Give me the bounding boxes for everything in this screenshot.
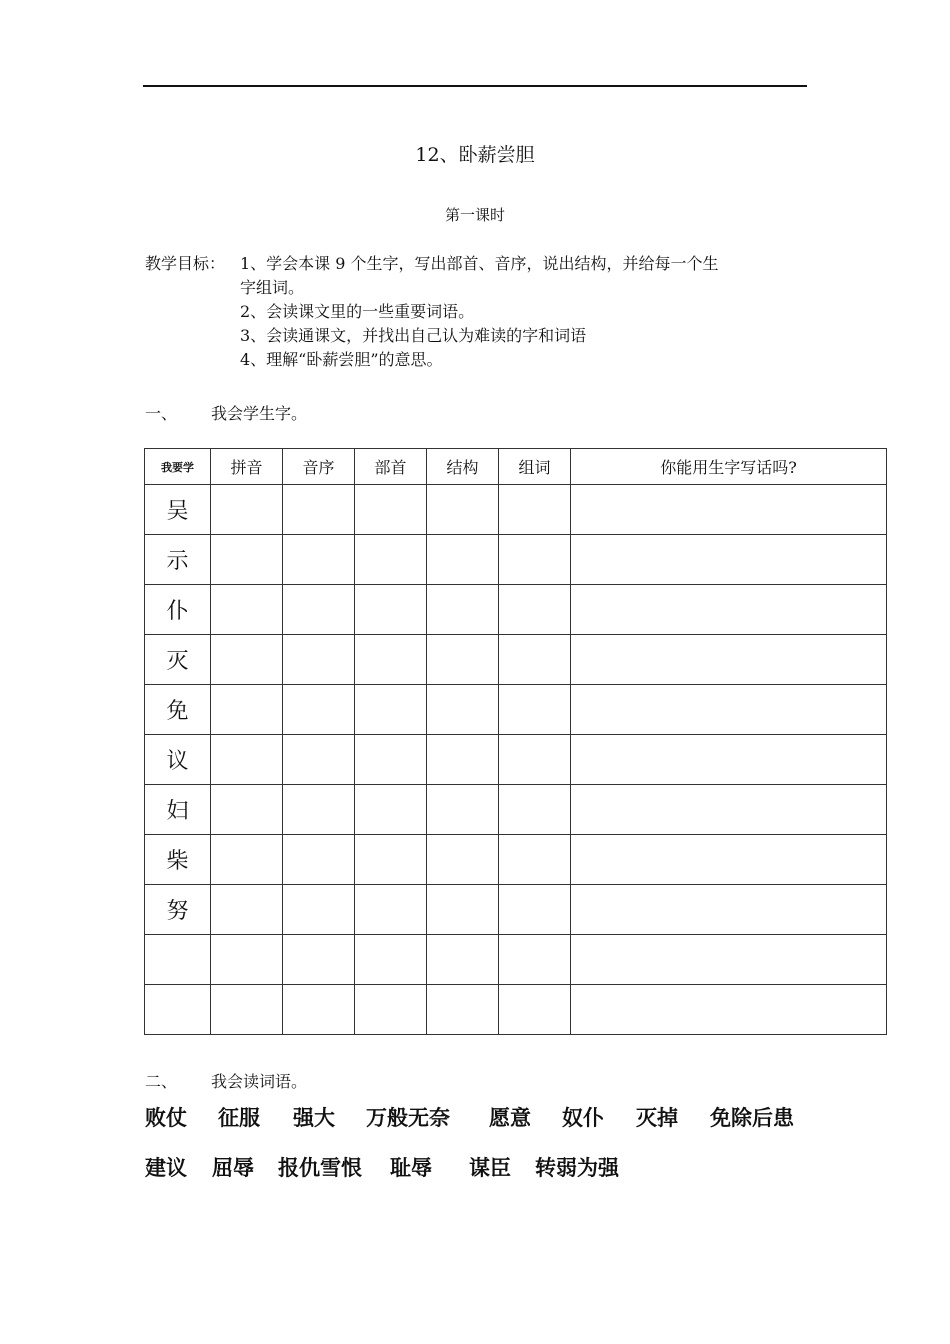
character-cell: 免 bbox=[145, 685, 211, 735]
answer-cell[interactable] bbox=[499, 635, 571, 685]
answer-cell[interactable] bbox=[571, 835, 887, 885]
answer-cell[interactable] bbox=[211, 585, 283, 635]
character-cell[interactable] bbox=[145, 985, 211, 1035]
answer-cell[interactable] bbox=[283, 635, 355, 685]
answer-cell[interactable] bbox=[283, 835, 355, 885]
answer-cell[interactable] bbox=[211, 485, 283, 535]
answer-cell[interactable] bbox=[427, 885, 499, 935]
character-cell[interactable] bbox=[145, 935, 211, 985]
answer-cell[interactable] bbox=[499, 985, 571, 1035]
section-label: 我会学生字。 bbox=[211, 404, 308, 423]
character-cell: 妇 bbox=[145, 785, 211, 835]
table-row bbox=[145, 735, 887, 785]
table-row bbox=[145, 485, 887, 535]
vocab-word: 耻辱 bbox=[390, 1156, 432, 1180]
vocab-word: 转弱为强 bbox=[535, 1156, 619, 1180]
answer-cell[interactable] bbox=[211, 635, 283, 685]
answer-cell[interactable] bbox=[211, 685, 283, 735]
table-row bbox=[145, 935, 887, 985]
table-row bbox=[145, 585, 887, 635]
answer-cell[interactable] bbox=[427, 485, 499, 535]
answer-cell[interactable] bbox=[427, 735, 499, 785]
column-header: 部首 bbox=[355, 449, 427, 485]
answer-cell[interactable] bbox=[355, 585, 427, 635]
goal-item: 1、学会本课 9 个生字，写出部首、音序，说出结构，并给每一个生 bbox=[240, 254, 719, 273]
answer-cell[interactable] bbox=[211, 885, 283, 935]
answer-cell[interactable] bbox=[571, 735, 887, 785]
answer-cell[interactable] bbox=[571, 485, 887, 535]
answer-cell[interactable] bbox=[211, 835, 283, 885]
vocab-word: 屈辱 bbox=[212, 1156, 254, 1180]
vocab-word: 征服 bbox=[218, 1106, 260, 1130]
character-cell: 议 bbox=[145, 735, 211, 785]
answer-cell[interactable] bbox=[355, 735, 427, 785]
vocab-word: 报仇雪恨 bbox=[278, 1156, 362, 1180]
answer-cell[interactable] bbox=[283, 585, 355, 635]
column-header: 我要学 bbox=[145, 449, 211, 485]
answer-cell[interactable] bbox=[283, 535, 355, 585]
answer-cell[interactable] bbox=[499, 535, 571, 585]
answer-cell[interactable] bbox=[283, 685, 355, 735]
header-rule bbox=[143, 85, 807, 87]
table-row bbox=[145, 685, 887, 735]
answer-cell[interactable] bbox=[499, 835, 571, 885]
vocab-word: 灭掉 bbox=[636, 1106, 678, 1130]
table-row bbox=[145, 785, 887, 835]
answer-cell[interactable] bbox=[211, 535, 283, 585]
answer-cell[interactable] bbox=[571, 785, 887, 835]
answer-cell[interactable] bbox=[427, 785, 499, 835]
vocab-word: 免除后患 bbox=[710, 1106, 794, 1130]
column-header: 拼音 bbox=[211, 449, 283, 485]
section-label: 我会读词语。 bbox=[211, 1072, 308, 1091]
character-cell: 仆 bbox=[145, 585, 211, 635]
answer-cell[interactable] bbox=[499, 785, 571, 835]
lesson-subtitle: 第一课时 bbox=[444, 206, 505, 224]
answer-cell[interactable] bbox=[283, 485, 355, 535]
table-row bbox=[145, 985, 887, 1035]
answer-cell[interactable] bbox=[211, 985, 283, 1035]
answer-cell[interactable] bbox=[355, 935, 427, 985]
goal-item: 4、理解“卧薪尝胆”的意思。 bbox=[240, 350, 443, 369]
answer-cell[interactable] bbox=[355, 635, 427, 685]
answer-cell[interactable] bbox=[211, 935, 283, 985]
column-header: 音序 bbox=[283, 449, 355, 485]
answer-cell[interactable] bbox=[499, 485, 571, 535]
goal-item: 3、会读通课文，并找出自己认为难读的字和词语 bbox=[240, 326, 587, 345]
table-row bbox=[145, 835, 887, 885]
answer-cell[interactable] bbox=[571, 635, 887, 685]
answer-cell[interactable] bbox=[355, 685, 427, 735]
section-heading bbox=[145, 1069, 307, 1092]
answer-cell[interactable] bbox=[283, 735, 355, 785]
vocab-word: 建议 bbox=[145, 1156, 187, 1180]
answer-cell[interactable] bbox=[211, 735, 283, 785]
answer-cell[interactable] bbox=[499, 935, 571, 985]
lesson-title: 12、卧薪尝胆 bbox=[415, 144, 535, 166]
answer-cell[interactable] bbox=[427, 935, 499, 985]
answer-cell[interactable] bbox=[499, 735, 571, 785]
answer-cell[interactable] bbox=[571, 985, 887, 1035]
vocab-word: 败仗 bbox=[145, 1106, 187, 1130]
character-cell: 示 bbox=[145, 535, 211, 585]
column-header: 结构 bbox=[427, 449, 499, 485]
answer-cell[interactable] bbox=[499, 585, 571, 635]
answer-cell[interactable] bbox=[355, 985, 427, 1035]
vocab-word: 强大 bbox=[293, 1106, 335, 1130]
goal-item: 2、会读课文里的一些重要词语。 bbox=[240, 302, 475, 321]
answer-cell[interactable] bbox=[211, 785, 283, 835]
answer-cell[interactable] bbox=[427, 585, 499, 635]
answer-cell[interactable] bbox=[355, 885, 427, 935]
column-header: 组词 bbox=[499, 449, 571, 485]
vocab-word: 谋臣 bbox=[469, 1156, 511, 1180]
table-header-row bbox=[145, 449, 887, 485]
answer-cell[interactable] bbox=[355, 485, 427, 535]
column-header: 你能用生字写话吗? bbox=[571, 449, 887, 485]
answer-cell[interactable] bbox=[571, 935, 887, 985]
answer-cell[interactable] bbox=[283, 885, 355, 935]
vocab-word: 奴仆 bbox=[562, 1106, 604, 1130]
goal-item: 字组词。 bbox=[240, 278, 305, 297]
character-cell: 柴 bbox=[145, 835, 211, 885]
section-number: 一、 bbox=[145, 404, 178, 423]
answer-cell[interactable] bbox=[283, 785, 355, 835]
answer-cell[interactable] bbox=[571, 535, 887, 585]
character-table bbox=[144, 448, 887, 1035]
section-heading bbox=[145, 401, 307, 424]
answer-cell[interactable] bbox=[427, 685, 499, 735]
vocab-word: 万般无奈 bbox=[366, 1106, 450, 1130]
table-row bbox=[145, 635, 887, 685]
character-cell: 灭 bbox=[145, 635, 211, 685]
answer-cell[interactable] bbox=[571, 685, 887, 735]
table-row bbox=[145, 885, 887, 935]
table-row bbox=[145, 535, 887, 585]
answer-cell[interactable] bbox=[355, 785, 427, 835]
answer-cell[interactable] bbox=[571, 885, 887, 935]
answer-cell[interactable] bbox=[283, 935, 355, 985]
answer-cell[interactable] bbox=[427, 835, 499, 885]
answer-cell[interactable] bbox=[283, 985, 355, 1035]
vocab-word: 愿意 bbox=[489, 1106, 531, 1130]
answer-cell[interactable] bbox=[499, 685, 571, 735]
character-cell: 吴 bbox=[145, 485, 211, 535]
section-number: 二、 bbox=[145, 1072, 178, 1091]
goals-label: 教学目标： bbox=[145, 254, 226, 273]
answer-cell[interactable] bbox=[571, 585, 887, 635]
answer-cell[interactable] bbox=[355, 535, 427, 585]
answer-cell[interactable] bbox=[427, 985, 499, 1035]
character-cell: 努 bbox=[145, 885, 211, 935]
answer-cell[interactable] bbox=[427, 535, 499, 585]
answer-cell[interactable] bbox=[499, 885, 571, 935]
answer-cell[interactable] bbox=[355, 835, 427, 885]
answer-cell[interactable] bbox=[427, 635, 499, 685]
